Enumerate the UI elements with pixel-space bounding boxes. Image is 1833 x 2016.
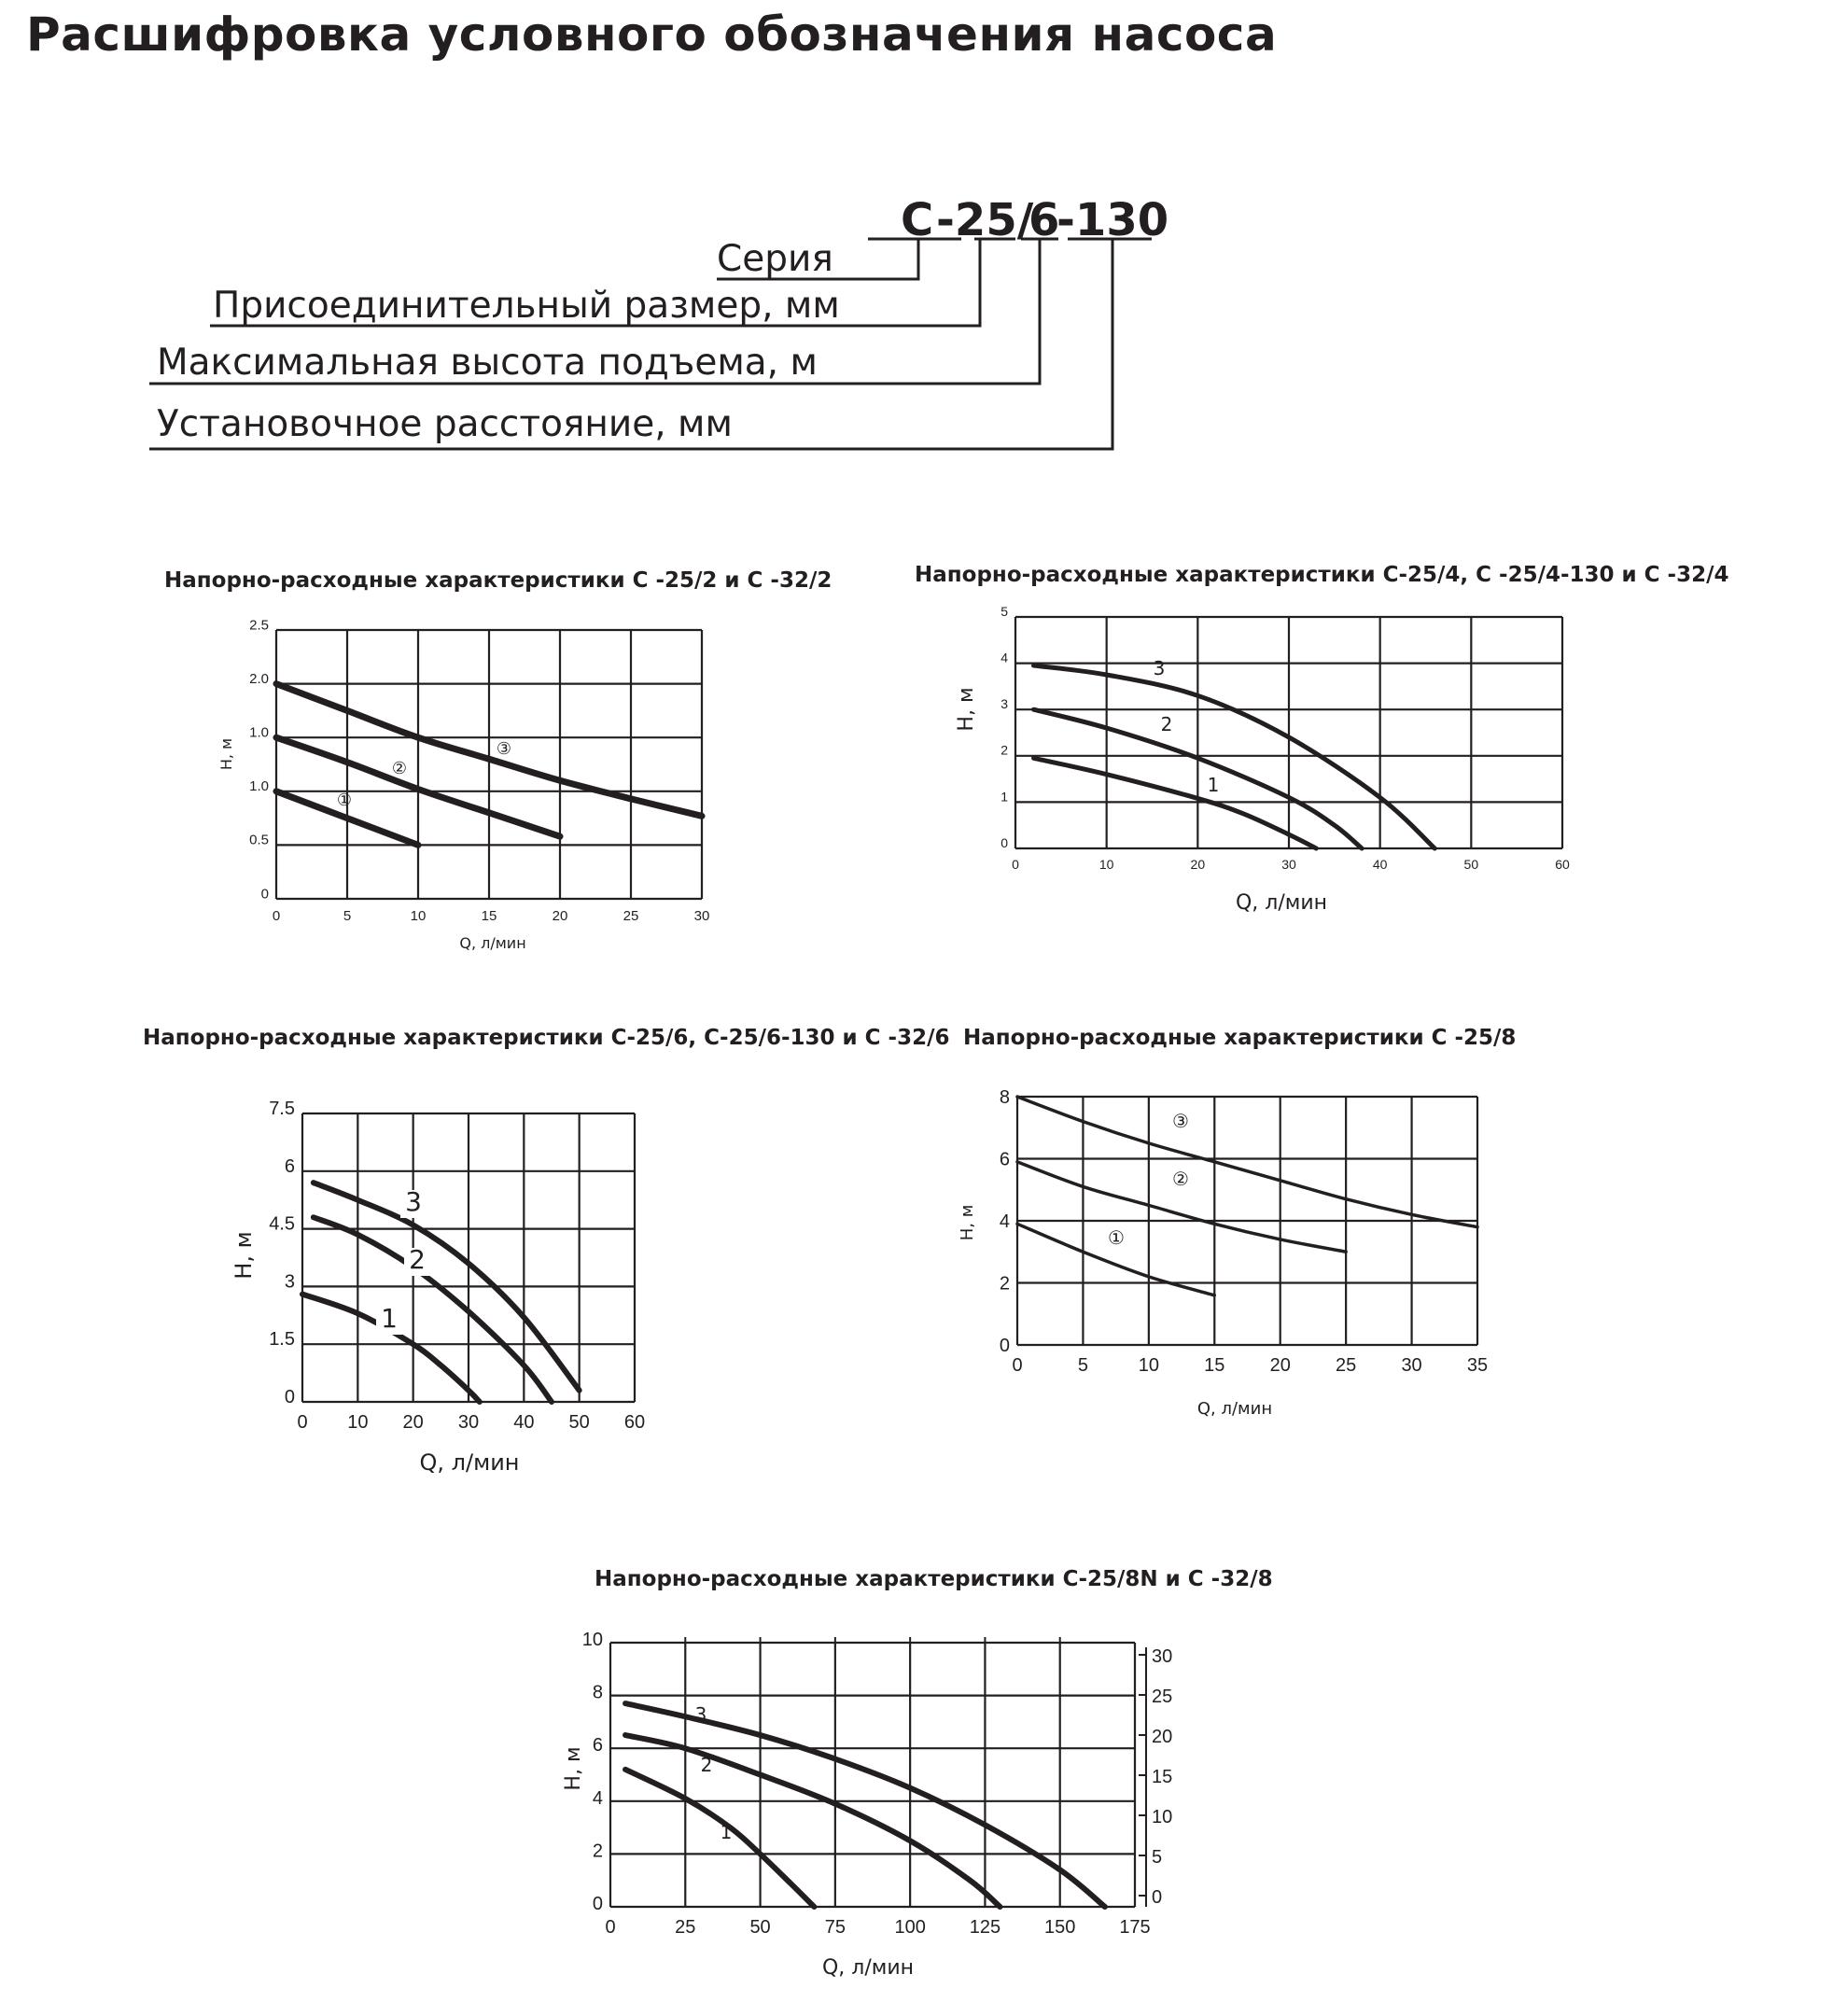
code-installation-length: -130 (1056, 194, 1169, 246)
x-tick-label: 25 (675, 1917, 696, 1938)
y-tick-label: 4 (1000, 650, 1008, 665)
chart-2 (955, 604, 1570, 915)
x-tick-label: 150 (1044, 1917, 1076, 1938)
x-tick-label: 40 (513, 1412, 535, 1433)
y-tick-label: 10 (581, 1630, 603, 1650)
curve-series-2 (625, 1735, 1000, 1907)
curve-label-2: ② (1172, 1168, 1189, 1190)
x-tick-label: 35 (1466, 1355, 1489, 1376)
y2-tick-label: 5 (1152, 1847, 1163, 1868)
x-tick-label: 20 (552, 908, 568, 924)
curve-label-1: 1 (720, 1821, 733, 1843)
x-tick-label: 60 (623, 1412, 646, 1433)
x-axis-label: Q, л/мин (459, 934, 526, 952)
y-tick-label: 1.0 (249, 724, 269, 741)
page-title: Расшифровка условного обозначения насоса (26, 7, 1278, 62)
x-tick-label: 75 (824, 1917, 846, 1938)
y-tick-label: 0 (592, 1894, 603, 1914)
y-tick-label: 3 (1000, 696, 1008, 712)
x-tick-label: 20 (1269, 1355, 1291, 1376)
label-installation-length: Установочное расстояние, мм (157, 403, 733, 445)
x-tick-label: 0 (605, 1917, 616, 1938)
curve-label-2: ② (391, 759, 408, 778)
y-tick-label: 0 (260, 886, 269, 903)
x-axis-label: Q, л/мин (821, 1956, 915, 1980)
y2-tick-label: 20 (1152, 1727, 1173, 1747)
y-tick-label: 6 (999, 1149, 1010, 1170)
y-axis-label: H, м (955, 687, 978, 732)
x-tick-label: 50 (749, 1917, 771, 1938)
label-max-head: Максимальная высота подъема, м (157, 342, 818, 384)
label-connection-size: Присоединительный размер, мм (213, 285, 840, 327)
x-tick-label: 10 (1098, 857, 1114, 872)
curve-label-1: 1 (381, 1303, 398, 1334)
y-tick-label: 5 (1000, 603, 1008, 619)
y-tick-label: 1.0 (249, 778, 269, 795)
y-axis-label: H, м (562, 1746, 585, 1791)
y-tick-label: 6 (592, 1735, 603, 1757)
x-tick-label: 50 (568, 1412, 590, 1433)
curve-label-3: ③ (1172, 1110, 1189, 1132)
chart-2-title: Напорно-расходные характеристики С-25/4, С -25/4-130 и С -32/4 (915, 563, 1729, 587)
x-tick-label: 15 (1204, 1355, 1225, 1376)
chart-1-title: Напорно-расходные характеристики С -25/2 и С -32/2 (164, 568, 833, 593)
x-tick-label: 30 (457, 1412, 480, 1433)
curve-series-1 (1034, 758, 1317, 848)
chart-3-title: Напорно-расходные характеристики С-25/6, С-25/6-130 и С -32/6 (143, 1026, 950, 1050)
chart-4-title: Напорно-расходные характеристики С -25/8 (963, 1026, 1517, 1050)
y-axis-label: H, м (231, 1231, 257, 1280)
x-tick-label: 50 (1463, 857, 1479, 872)
x-tick-label: 30 (1281, 857, 1296, 872)
y2-tick-label: 30 (1152, 1646, 1173, 1667)
curve-label-3: 3 (405, 1186, 422, 1217)
y-tick-label: 2 (1000, 742, 1008, 758)
x-tick-label: 40 (1372, 857, 1388, 872)
y-tick-label: 8 (999, 1087, 1010, 1108)
x-tick-label: 30 (693, 908, 710, 924)
x-tick-label: 125 (969, 1917, 1001, 1938)
curve-label-2: 2 (700, 1754, 713, 1776)
x-tick-label: 25 (623, 908, 639, 924)
x-tick-label: 0 (1012, 857, 1019, 872)
x-axis-label: Q, л/мин (419, 1449, 520, 1476)
chart-5 (562, 1630, 1172, 1980)
y-tick-label: 2.0 (249, 670, 269, 687)
y-tick-label: 4.5 (269, 1213, 295, 1235)
y-tick-label: 2 (592, 1841, 603, 1862)
curve-label-3: 3 (694, 1703, 707, 1726)
x-tick-label: 60 (1555, 857, 1570, 872)
label-series: Серия (717, 238, 833, 280)
y-tick-label: 0 (284, 1387, 295, 1407)
x-tick-label: 5 (1077, 1355, 1088, 1376)
y-tick-label: 1 (1000, 789, 1008, 805)
y-tick-label: 3 (284, 1271, 295, 1293)
x-tick-label: 5 (343, 908, 352, 924)
code-max-head: 6 (1028, 194, 1060, 246)
x-tick-label: 10 (347, 1412, 369, 1433)
y-tick-label: 8 (592, 1682, 603, 1703)
x-tick-label: 25 (1336, 1355, 1357, 1376)
code-connection-size: -25/ (936, 194, 1034, 246)
y-tick-label: 6 (284, 1155, 295, 1177)
y-tick-label: 7.5 (269, 1099, 295, 1119)
x-tick-label: 10 (410, 908, 427, 924)
y-tick-label: 2 (999, 1273, 1010, 1295)
y-tick-label: 4 (592, 1787, 603, 1809)
x-tick-label: 100 (894, 1917, 926, 1938)
curve-label-3: ③ (496, 739, 512, 759)
y-tick-label: 1.5 (269, 1329, 295, 1351)
chart-5-title: Напорно-расходные характеристики С-25/8N и С -32/8 (595, 1567, 1273, 1591)
x-tick-label: 0 (1012, 1355, 1023, 1376)
x-tick-label: 20 (1190, 857, 1206, 872)
y-tick-label: 4 (999, 1211, 1010, 1232)
chart-3 (231, 1099, 645, 1476)
y-axis-label: H, м (958, 1204, 977, 1241)
x-tick-label: 0 (297, 1412, 308, 1433)
curve-label-1: ① (1108, 1226, 1125, 1249)
y-tick-label: 0.5 (249, 832, 269, 848)
x-tick-label: 10 (1138, 1355, 1159, 1376)
curve-label-2: 2 (1160, 713, 1173, 735)
y-tick-label: 0 (1000, 834, 1008, 850)
curve-label-1: ① (336, 791, 353, 810)
x-axis-label: Q, л/мин (1235, 891, 1328, 915)
x-tick-label: 0 (272, 908, 281, 924)
curve-series-3 (1034, 665, 1435, 848)
curve-label-1: 1 (1207, 774, 1220, 796)
y-tick-label: 0 (999, 1336, 1010, 1356)
y-axis-label: H, м (217, 737, 235, 771)
x-tick-label: 20 (402, 1412, 424, 1433)
y2-tick-label: 25 (1152, 1687, 1173, 1707)
x-tick-label: 175 (1119, 1917, 1151, 1938)
chart-4 (958, 1087, 1488, 1419)
curve-series-3 (1017, 1097, 1477, 1227)
y2-tick-label: 15 (1152, 1767, 1173, 1787)
x-axis-label: Q, л/мин (1196, 1399, 1273, 1419)
code-series: С (901, 194, 934, 246)
y-tick-label: 2.5 (249, 617, 269, 634)
y2-tick-label: 0 (1152, 1887, 1163, 1908)
x-tick-label: 30 (1401, 1355, 1422, 1376)
y2-tick-label: 10 (1152, 1807, 1173, 1827)
chart-1 (217, 617, 709, 952)
curve-label-2: 2 (409, 1244, 426, 1275)
x-tick-label: 15 (481, 908, 497, 924)
curve-label-3: 3 (1153, 657, 1166, 679)
